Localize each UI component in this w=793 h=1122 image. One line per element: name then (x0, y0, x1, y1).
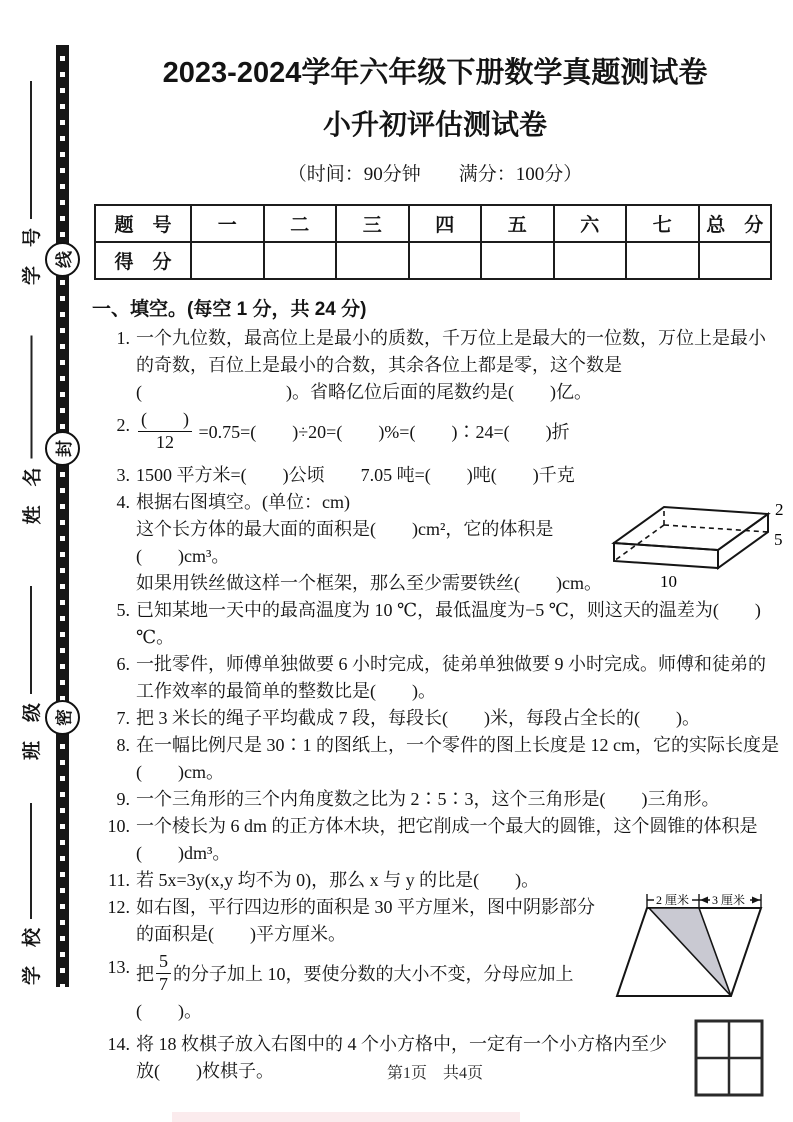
question-text: 如右图，平行四边形的面积是 30 平方厘米，图中阴影部分的面积是( )平方厘米。 (136, 897, 595, 945)
student-id-label: 学 号 (21, 227, 43, 285)
question-number: 13. (107, 957, 130, 978)
question-number: 1. (116, 328, 130, 348)
score-header-cell: 总 分 (699, 205, 772, 242)
question-3 (90, 462, 780, 489)
student-id-blank-line (29, 81, 32, 219)
question-number: 10. (107, 816, 130, 837)
fraction (138, 409, 192, 453)
question-text: 根据右图填空。(单位：cm) (136, 492, 350, 513)
seal-char-mi: 密 (45, 700, 80, 735)
question-number: 5. (116, 600, 130, 621)
score-header-cell: 三 (336, 205, 409, 242)
cuboid-figure (608, 493, 788, 593)
question-text: 一个九位数，最高位上是最小的质数，千万位上是最大的一位数，万位上是最小的奇数，百位上是最小的合数，其余各位上都是零，这个数是( )。省略亿位后面的尾数约是( )亿。 (136, 328, 766, 402)
score-cell (264, 242, 337, 279)
question-text: 把 3 米长的绳子平均截成 7 段，每段长( )米，每段占全长的( )。 (136, 708, 700, 729)
score-cell (409, 242, 482, 279)
score-header-cell: 题 号 (95, 205, 191, 242)
cuboid-length-label: 10 (660, 572, 677, 592)
question-10 (90, 813, 780, 867)
question-text: 在一幅比例尺是 30∶1 的图纸上，一个零件的图上长度是 12 cm，它的实际长度是( )cm。 (136, 735, 779, 783)
score-header-cell: 二 (264, 205, 337, 242)
grid-2x2-figure (694, 1019, 764, 1097)
class-label: 班 级 (21, 702, 43, 760)
score-header-cell: 七 (626, 205, 699, 242)
exam-info: （时间：90分钟 满分：100分） (287, 164, 583, 185)
question-text: 一个三角形的三个内角度数之比为 2∶5∶3，这个三角形是( )三角形。 (136, 789, 720, 810)
question-number: 12. (107, 897, 130, 918)
question-number: 2. (116, 415, 130, 435)
page-footer: 第1页 共4页 (386, 1065, 483, 1082)
section-heading: 一、填空。(每空 1 分，共 24 分) (92, 299, 367, 320)
score-cell (336, 242, 409, 279)
question-1 (90, 325, 780, 406)
fraction (156, 951, 171, 995)
score-cell (626, 242, 699, 279)
question-text: 如果用铁丝做这样一个框架，那么至少需要铁丝( )cm。 (136, 573, 602, 594)
binding-dotted-line (56, 45, 69, 987)
seal-char-xian: 线 (45, 242, 80, 277)
score-cell (481, 242, 554, 279)
fraction-denominator: 12 (156, 431, 174, 452)
dimension-label-right: 3 厘米 (712, 893, 746, 908)
score-row-label: 得 分 (95, 242, 191, 279)
question-2 (90, 406, 780, 462)
school-blank-line (29, 803, 32, 919)
question-text: =0.75=( )÷20=( )%=( )∶24=( )折 (198, 422, 570, 443)
question-number: 7. (116, 708, 130, 729)
question-5 (90, 597, 780, 651)
question-number: 11. (108, 870, 130, 891)
question-number: 6. (116, 654, 130, 675)
score-cell (699, 242, 772, 279)
fraction-numerator: 5 (156, 951, 171, 974)
question-12 (90, 894, 780, 948)
score-cell (191, 242, 264, 279)
school-label: 学 校 (21, 927, 43, 985)
question-6 (90, 651, 780, 705)
question-text: 一批零件，师傅单独做要 6 小时完成，徒弟单独做要 9 小时完成。师傅和徒弟的工作效率的最简单的整数比是( )。 (136, 654, 766, 702)
score-header-cell: 五 (481, 205, 554, 242)
name-blank-line (29, 335, 32, 458)
score-table-score-row (95, 242, 771, 279)
question-text: 把 (136, 964, 154, 985)
question-9 (90, 786, 780, 813)
question-7 (90, 705, 780, 732)
scan-artifact-strip (172, 1112, 520, 1122)
question-4 (90, 489, 784, 597)
score-header-cell: 一 (191, 205, 264, 242)
score-header-cell: 六 (554, 205, 627, 242)
score-header-cell: 四 (409, 205, 482, 242)
question-text: 若 5x=3y(x,y 均不为 0)，那么 x 与 y 的比是( )。 (136, 870, 540, 891)
question-number: 3. (116, 465, 130, 486)
question-text: 已知某地一天中的最高温度为 10 ℃，最低温度为−5 ℃，则这天的温差为( )℃。 (136, 600, 761, 648)
score-table (94, 204, 772, 280)
dimension-label-left: 2 厘米 (656, 893, 690, 908)
question-8 (90, 732, 780, 786)
class-field (17, 570, 43, 760)
question-text: 1500 平方米=( )公顷 7.05 吨=( )吨( )千克 (136, 465, 575, 486)
name-label: 姓 名 (22, 467, 43, 525)
question-list (90, 325, 784, 1085)
fraction-denominator: 7 (159, 973, 168, 994)
fraction-numerator: ( ) (138, 409, 192, 432)
name-field (18, 320, 44, 525)
page-subtitle: 小升初评估测试卷 (322, 109, 547, 140)
score-table-header-row (95, 205, 771, 242)
seal-char-feng: 封 (45, 431, 80, 466)
score-cell (554, 242, 627, 279)
student-id-field (17, 65, 43, 285)
question-text: 的分子加上 10，要使分数的大小不变，分母应加上( )。 (136, 964, 574, 1022)
class-blank-line (29, 586, 32, 694)
page-title: 2023-2024学年六年级下册数学真题测试卷 (162, 57, 708, 89)
question-text: 将 18 枚棋子放入右图中的 4 个小方格中，一定有一个小方格内至少放( )枚棋子。 (136, 1034, 667, 1082)
exam-content (90, 0, 784, 1085)
cuboid-height-label: 2 (775, 500, 784, 520)
question-13 (90, 948, 780, 1031)
question-text: 这个长方体的最大面的面积是( )cm²，它的体积是( )cm³。 (136, 519, 554, 567)
question-text: 一个棱长为 6 dm 的正方体木块，把它削成一个最大的圆锥，这个圆锥的体积是( )dm³。 (136, 816, 758, 864)
school-field (17, 787, 43, 985)
cuboid-width-label: 5 (774, 530, 783, 550)
question-number: 9. (116, 789, 130, 810)
question-number: 4. (116, 492, 130, 513)
question-number: 14. (107, 1034, 130, 1055)
question-number: 8. (116, 735, 130, 756)
